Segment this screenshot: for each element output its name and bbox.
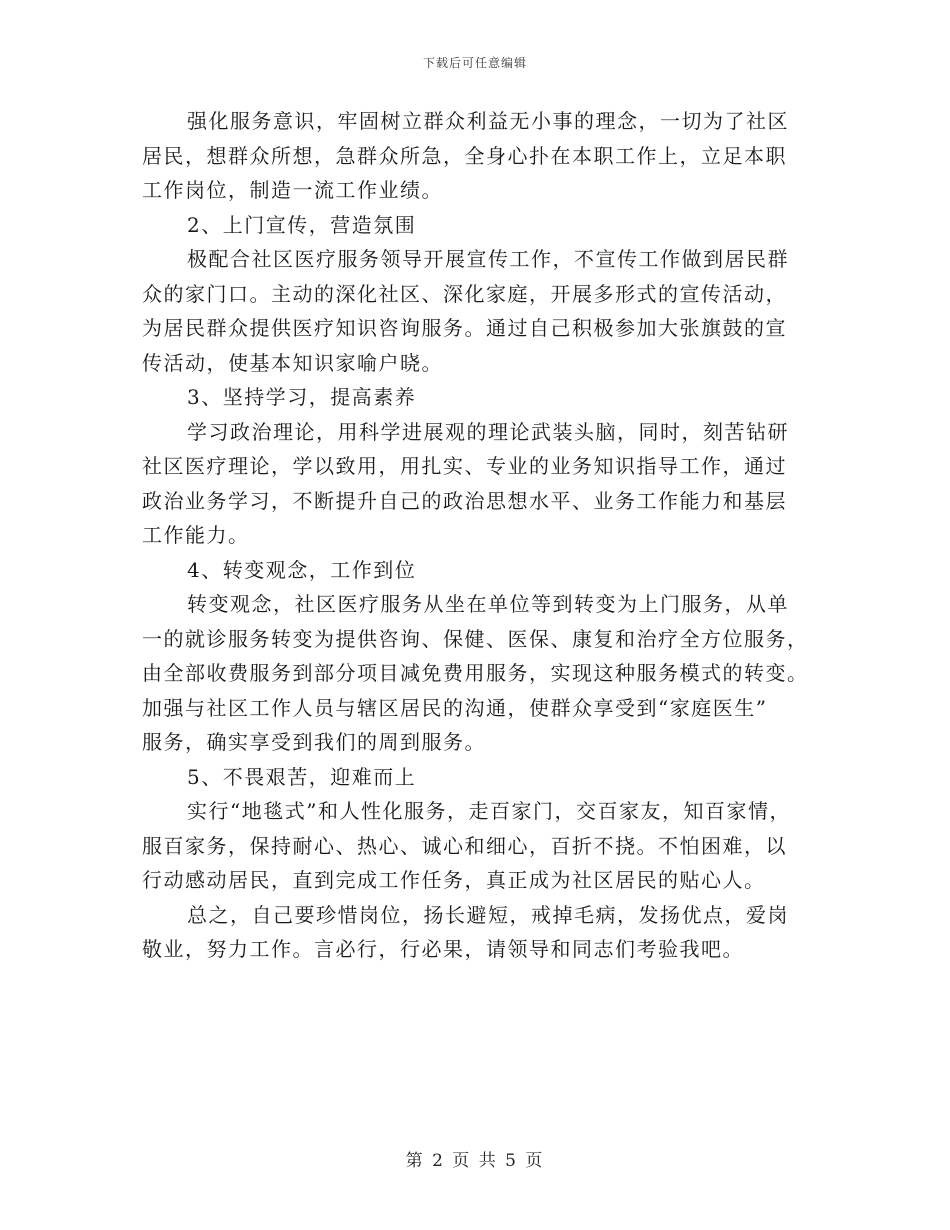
body-text-line: 众的家门口。主动的深化社区、深化家庭，开展多形式的宣传活动， <box>142 281 787 306</box>
body-text-line: 转变观念，社区医疗服务从坐在单位等到转变为上门服务，从单 <box>187 592 789 616</box>
body-text-line: 为居民群众提供医疗知识咨询服务。通过自己积极参加大张旗鼓的宣 <box>142 316 787 340</box>
body-text-line: 服百家务，保持耐心、热心、诚心和细心，百折不挠。不怕困难，以 <box>142 833 787 858</box>
page-number-footer: 第 2 页 共 5 页 <box>405 1151 545 1171</box>
body-text-line: 服务，确实享受到我们的周到服务。 <box>142 730 486 754</box>
body-text-line: 行动感动居民，直到完成工作任务，真正成为社区居民的贴心人。 <box>142 868 766 892</box>
body-text-line: 4、转变观念，工作到位 <box>187 557 417 582</box>
body-text-line: 一的就诊服务转变为提供咨询、保健、医保、康复和治疗全方位服务， <box>142 626 809 651</box>
body-text-line: 实行“地毯式”和人性化服务，走百家门，交百家友，知百家情， <box>187 799 791 823</box>
page-header-note: 下载后可任意编辑 <box>422 56 527 70</box>
body-text-line: 社区医疗理论，学以致用，用扎实、专业的业务知识指导工作，通过 <box>142 454 787 478</box>
body-text-line: 极配合社区医疗服务领导开展宣传工作，不宣传工作做到居民群 <box>187 247 789 271</box>
body-text-line: 政治业务学习，不断提升自己的政治思想水平、业务工作能力和基层 <box>142 488 787 513</box>
body-text-line: 5、不畏艰苦，迎难而上 <box>187 764 417 789</box>
body-text-line: 总之，自己要珍惜岗位，扬长避短，戒掉毛病，发扬优点，爱岗 <box>187 902 789 927</box>
body-text-line: 工作岗位，制造一流工作业绩。 <box>142 178 443 202</box>
body-text-line: 居民，想群众所想，急群众所急，全身心扑在本职工作上，立足本职 <box>142 143 787 168</box>
body-text-line: 3、坚持学习，提高素养 <box>187 385 417 409</box>
body-text-line: 敬业，努力工作。言必行，行必果，请领导和同志们考验我吧。 <box>142 937 744 961</box>
body-text-line: 加强与社区工作人员与辖区居民的沟通，使群众享受到“家庭医生” <box>142 695 768 720</box>
body-text-line: 2、上门宣传，营造氛围 <box>187 212 417 237</box>
body-text-line: 强化服务意识，牢固树立群众利益无小事的理念，一切为了社区 <box>187 109 789 133</box>
body-text-line: 传活动，使基本知识家喻户晓。 <box>142 350 443 375</box>
body-text-line: 工作能力。 <box>142 523 250 547</box>
body-text-line: 学习政治理论，用科学进展观的理论武装头脑，同时，刻苦钻研 <box>187 419 789 444</box>
body-text-line: 由全部收费服务到部分项目减免费用服务，实现这种服务模式的转变。 <box>142 661 809 685</box>
document-body <box>142 104 812 967</box>
